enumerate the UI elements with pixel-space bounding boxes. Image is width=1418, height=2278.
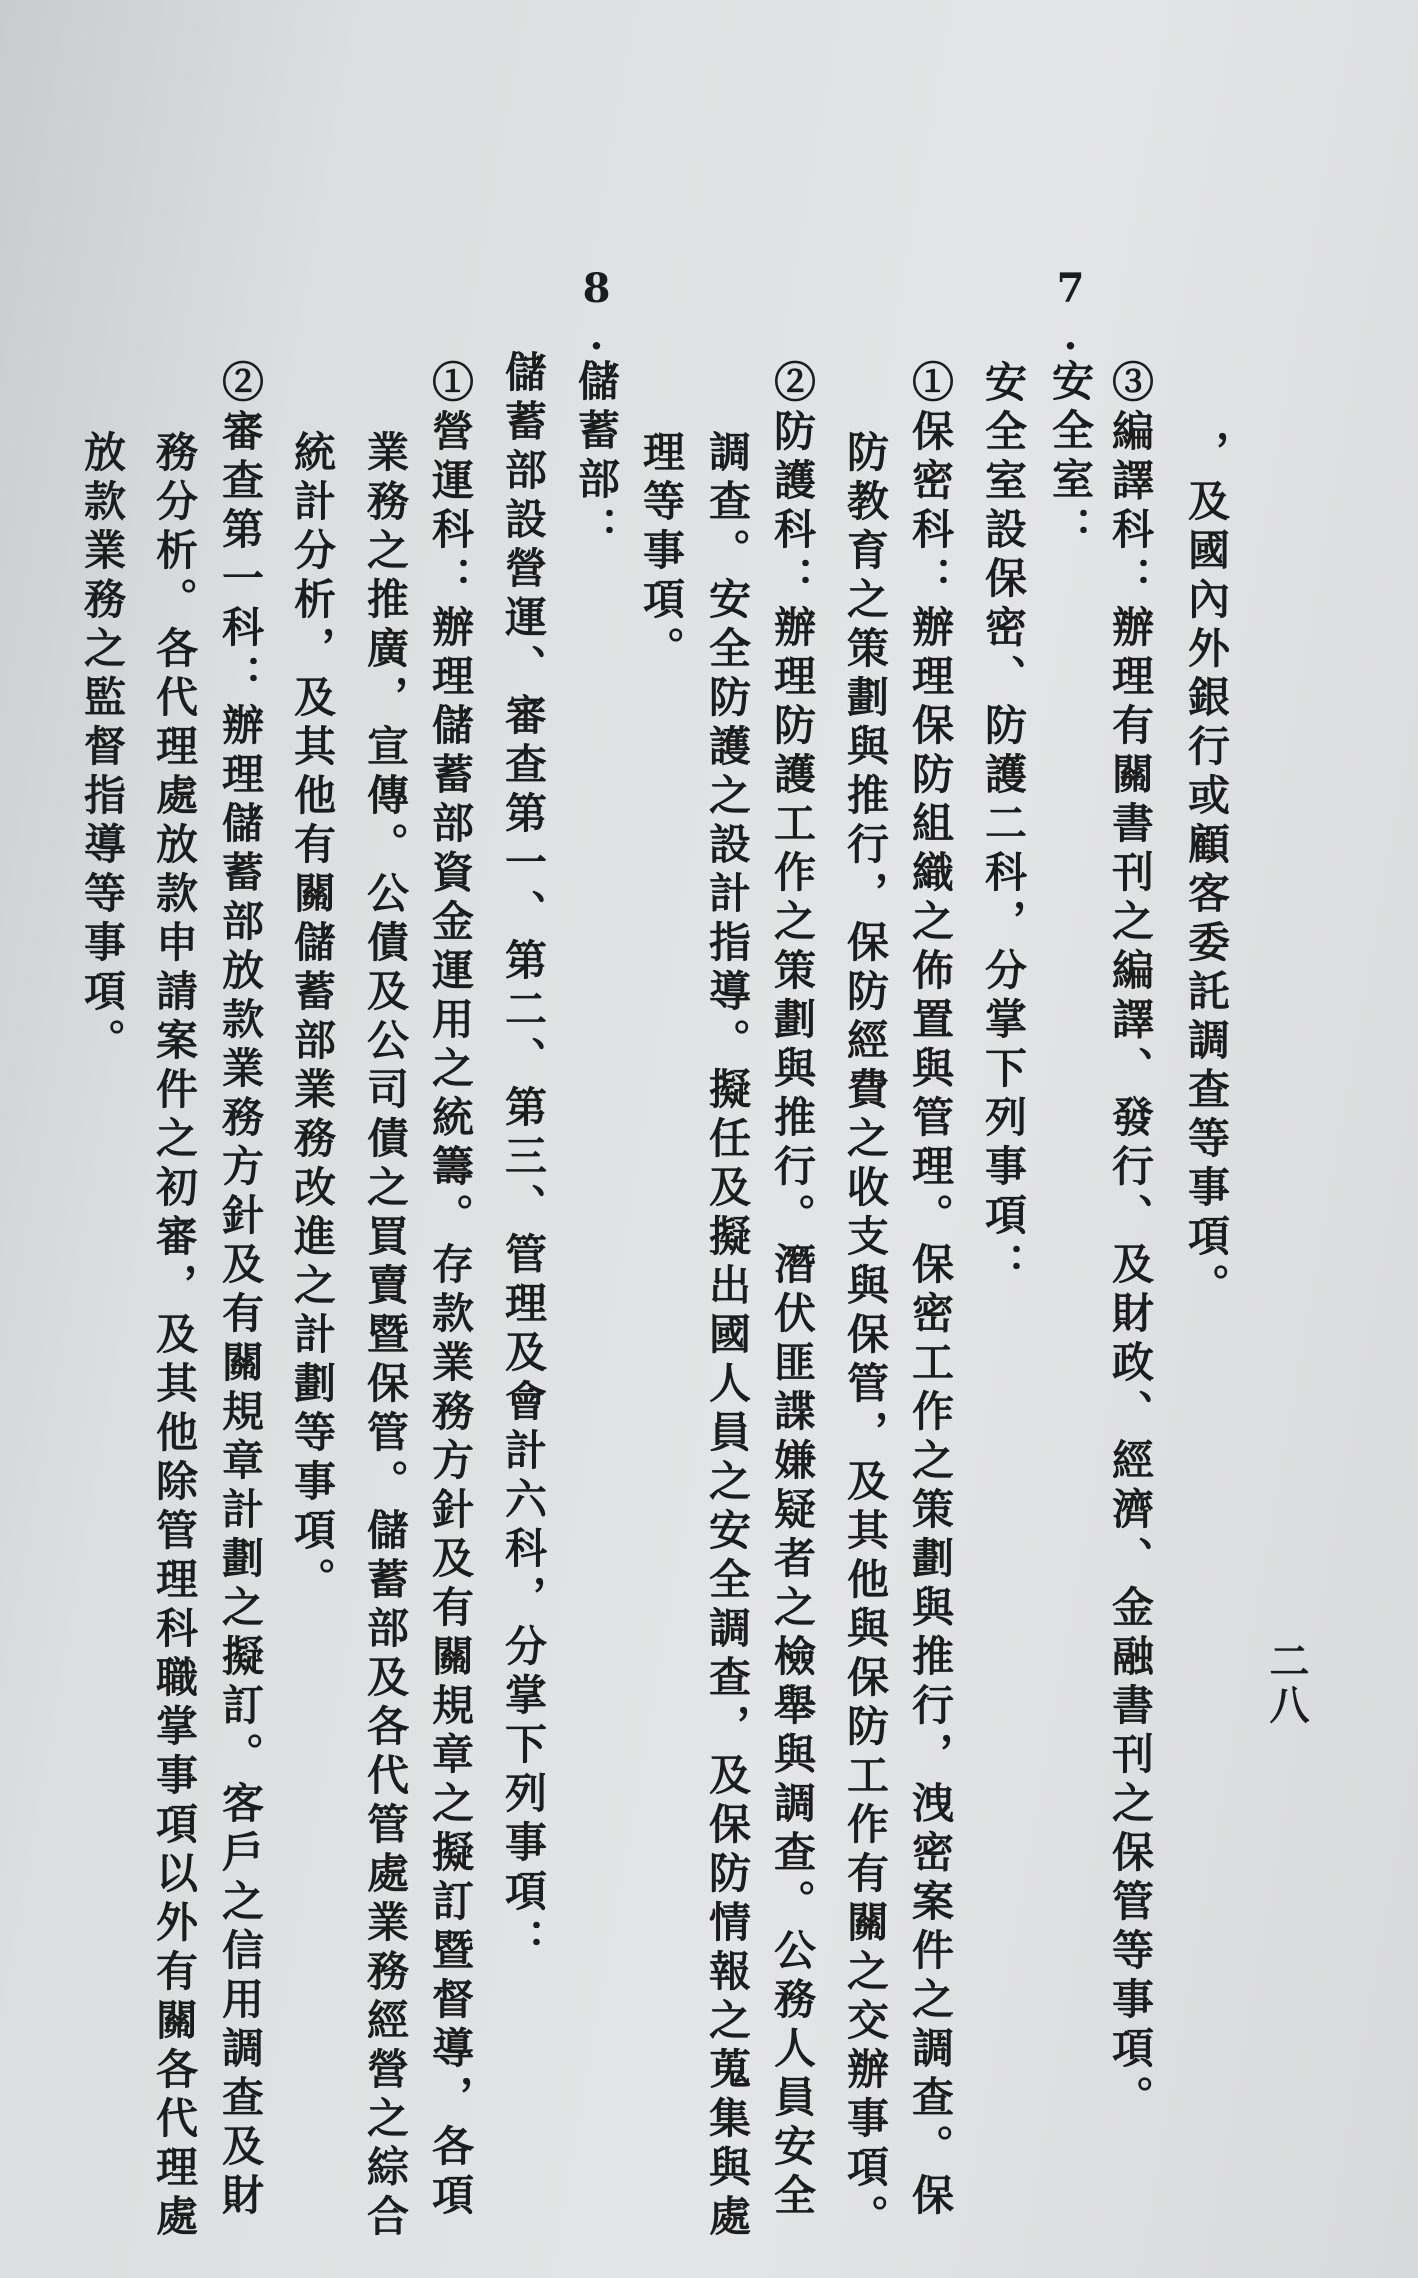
section-7-heading-column — [1045, 265, 1095, 555]
text-line: ②審查第一科：辦理儲蓄部放款業務方針及有關規章計劃之擬訂。客戶之信用調查及財 — [216, 360, 265, 2222]
text-line: 儲蓄部設營運、審查第一、第二、第三、管理及會計六科，分掌下列事項： — [499, 350, 548, 1967]
text-line: 安全室設保密、防護二科，分掌下列事項： — [979, 360, 1028, 1291]
text-line: ②防護科：辦理防護工作之策劃與推行。潛伏匪諜嫌疑者之檢舉與調查。公務人員安全 — [768, 360, 817, 2222]
section-heading: 儲蓄部： — [572, 359, 621, 555]
text-line: ，及國內外銀行或顧客委託調查等事項。 — [1182, 430, 1231, 1312]
section-number: 8. — [573, 265, 620, 359]
section-8-heading-column — [571, 265, 621, 555]
text-line: 業務之推廣，宣傳。公債及公司債之買賣暨保管。儲蓄部及各代管處業務經營之綜合 — [361, 430, 410, 2243]
section-heading: 安全室： — [1046, 359, 1095, 555]
text-line: 理等事項。 — [637, 430, 686, 675]
text-line: ①營運科：辦理儲蓄部資金運用之統籌。存款業務方針及有關規章之擬訂暨督導，各項 — [426, 360, 475, 2222]
text-line: 調查。安全防護之設計指導。擬任及擬出國人員之安全調查，及保防情報之蒐集與處 — [703, 430, 752, 2243]
page-number: 二八 — [1263, 1640, 1310, 1728]
text-line: 防教育之策劃與推行，保防經費之收支與保管，及其他與保防工作有關之交辦事項。 — [841, 430, 890, 2243]
text-line: 務分析。各代理處放款申請案件之初審，及其他除管理科職掌事項以外有關各代理處 — [150, 430, 199, 2243]
text-line: ③編譯科：辦理有關書刊之編譯、發行、及財政、經濟、金融書刊之保管等事項。 — [1106, 360, 1155, 2124]
section-number: 7. — [1047, 265, 1094, 359]
text-line: 統計分析，及其他有關儲蓄部業務改進之計劃等事項。 — [288, 430, 337, 1606]
text-line: 放款業務之監督指導等事項。 — [78, 430, 127, 1067]
text-line: ①保密科：辦理保防組織之佈置與管理。保密工作之策劃與推行，洩密案件之調查。保 — [906, 360, 955, 2222]
